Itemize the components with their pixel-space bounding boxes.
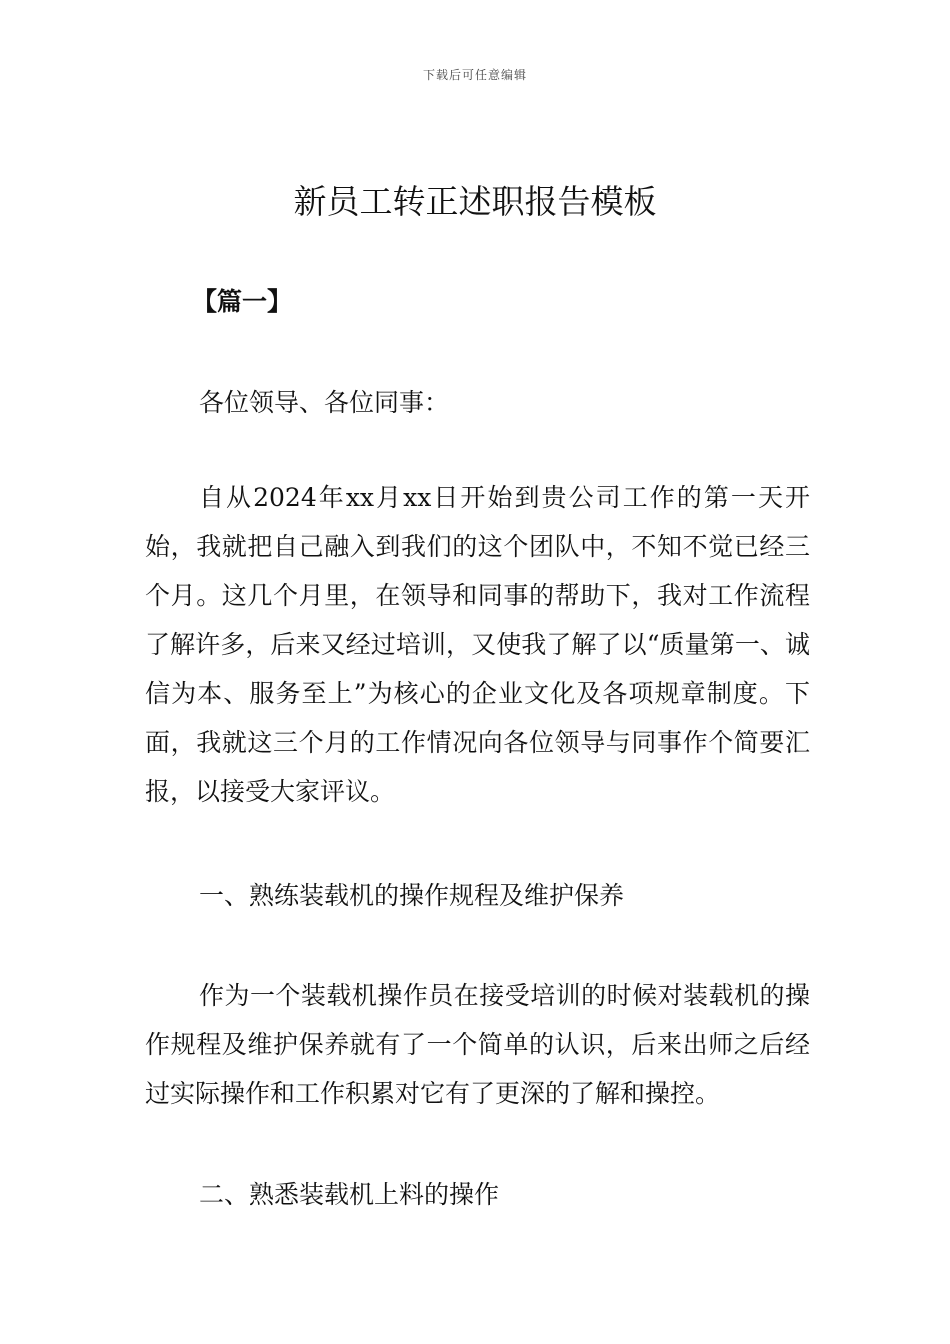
header-note: 下载后可任意编辑 <box>422 68 527 82</box>
section-heading-2: 二、熟悉装载机上料的操作 <box>199 1180 500 1209</box>
paragraph-2: 作为一个装载机操作员在接受培训的时候对装载机的操作规程及维护保养就有了一个简单的认识，后来出师之后经过实际操作和工作积累对它有了更深的了解和操控。 <box>145 981 810 1108</box>
document-title: 新员工转正述职报告模板 <box>293 182 657 221</box>
paragraph-1: 自从2024年xx月xx日开始到贵公司工作的第一天开始，我就把自己融入到我们的这个团队中，不知不觉已经三个月。这几个月里，在领导和同事的帮助下，我对工作流程了解许多，后来又经过培训，又使我了解了以“质量第一、诚信为本、服务至上”为核心的企业文化及各项规章制度。下面，我就这三个月的工作情况向各位领导与同事作个简要汇报，以接受大家评议。 <box>145 483 810 806</box>
section-tag: 【篇一】 <box>192 287 293 316</box>
section-heading-1: 一、熟练装载机的操作规程及维护保养 <box>199 881 625 910</box>
greeting: 各位领导、各位同事： <box>199 388 450 417</box>
